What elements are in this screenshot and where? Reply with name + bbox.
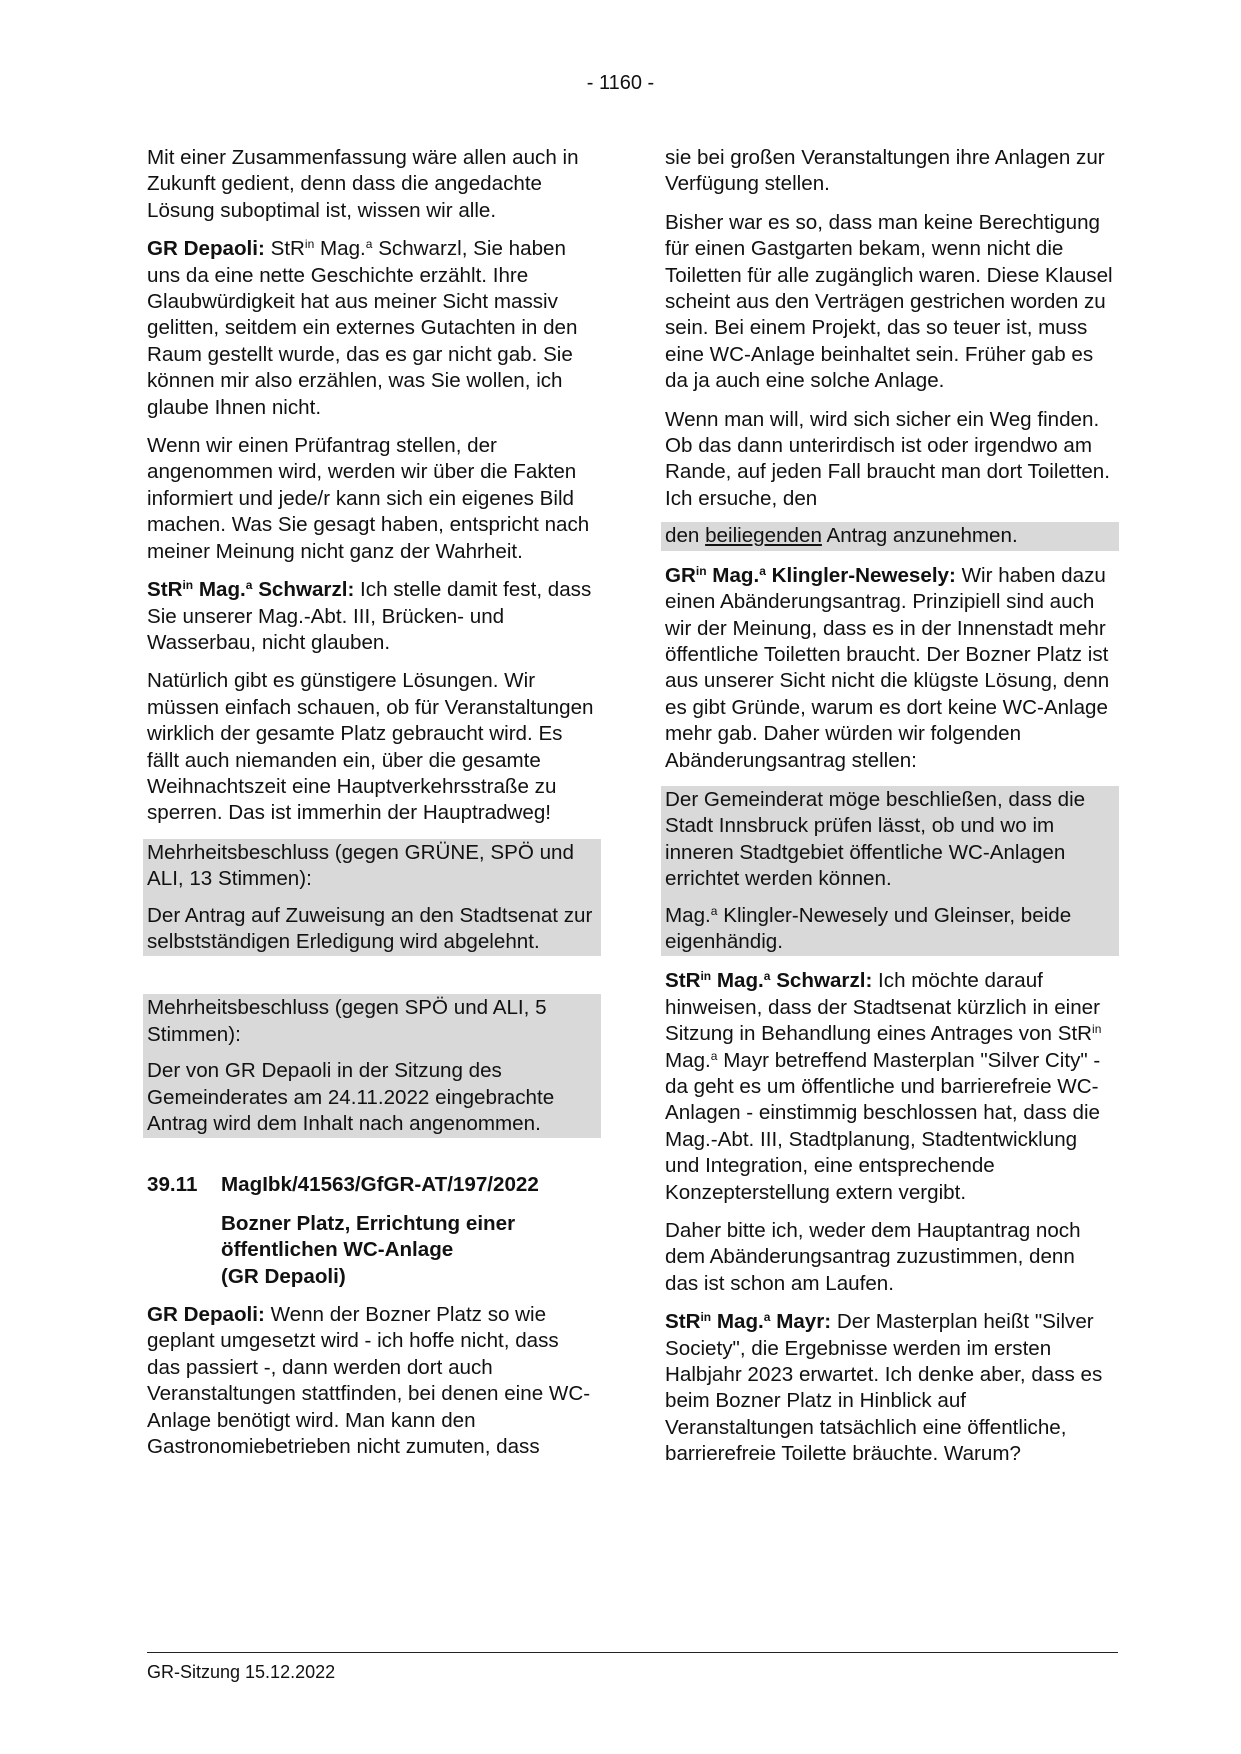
- speech-schwarzl-1: StR$^{in}$ Mag.$^a$ Schwarzl: Ich stelle damit fest, dass Sie unserer Mag.-Abt. III, Brücken- und Wasserbau, nicht glauben.: [147, 578, 592, 654]
- right-column: [665, 145, 1113, 1480]
- speaker-name: StR$^{in}$ Mag.$^a$ Schwarzl:: [147, 578, 355, 602]
- paragraph: Daher bitte ich, weder dem Hauptantrag noch dem Abänderungsantrag zuzustimmen, denn das ist schon am Laufen.: [665, 1219, 1081, 1295]
- agenda-item-heading: [147, 1172, 595, 1198]
- agenda-number: 39.11: [147, 1173, 198, 1197]
- speech-depaoli-2: GR Depaoli: Wenn der Bozner Platz so wie geplant umgesetzt wird - ich hoffe nicht, dass das passiert -, dann werden dort auch Veranstaltungen stattfinden, bei denen eine WC-Anlage benötigt wird. Man kann den Gastronomiebetrieben nicht zumuten, dass: [147, 1303, 591, 1459]
- speech-depaoli-1: GR Depaoli: StR$^{in}$ Mag.$^a$ Schwarzl, Sie haben uns da eine nette Geschichte erzählt. Ihre Glaubwürdigkeit hat aus meiner Sicht massiv gelitten, seitdem ein externes Gutachten in den Raum gestellt wurde, das es gar nicht gab. Sie können mir also erzählen, was Sie wollen, ich glaube Ihnen nicht.: [147, 237, 578, 419]
- speaker-name: GR Depaoli:: [147, 237, 265, 261]
- left-column: [147, 145, 595, 1472]
- resolution-box-1: [143, 839, 601, 957]
- speech-mayr: StR$^{in}$ Mag.$^a$ Mayr: Der Masterplan heißt "Silver Society", die Ergebnisse werden im ersten Halbjahr 2023 erwartet. Ich denke aber, dass es beim Bozner Platz in Hinblick auf Veranstaltungen tatsächlich eine öffentliche, barrierefreie Toilette bräuchte. Warum?: [665, 1310, 1103, 1466]
- speaker-name: StR$^{in}$ Mag.$^a$ Schwarzl:: [665, 969, 873, 993]
- paragraph: Wenn man will, wird sich sicher ein Weg finden. Ob das dann unterirdisch ist oder irgendwo am Rande, auf jeden Fall braucht man dort Toiletten. Ich ersuche, den: [665, 407, 1110, 510]
- resolution-text: Der Antrag auf Zuweisung an den Stadtsenat zur selbstständigen Erledigung wird abgelehnt.: [147, 903, 593, 953]
- speaker-name: StR$^{in}$ Mag.$^a$ Mayr:: [665, 1310, 832, 1334]
- speech-klingler-newesely: $GR^{in}$ Mag.$^a$ Klingler-Newesely: Wir haben dazu einen Abänderungsantrag. Prinzipiell sind auch wir der Meinung, dass es in der Innenstadt mehr öffentliche Toiletten braucht. Der Bozner Platz ist aus unserer Sicht nicht die klügste Lösung, denn es gibt Gründe, warum es dort keine WC-Anlage mehr gab. Daher würden wir folgenden Abänderungsantrag stellen:: [665, 563, 1110, 772]
- amendment-signers: Mag.$^a$ Klingler-Newesely und Gleinser, beide eigenhändig.: [665, 903, 1072, 953]
- resolution-vote: Mehrheitsbeschluss (gegen GRÜNE, SPÖ und ALI, 13 Stimmen):: [147, 840, 574, 891]
- speech-schwarzl-2: StR$^{in}$ Mag.$^a$ Schwarzl: Ich möchte darauf hinweisen, dass der Stadtsenat kürzlich in einer Sitzung in Behandlung eines Antrages von StR$^{in}$ Mag.$^a$ Mayr betreffend Masterplan "Silver City" - da geht es um öffentliche und barrierefreie WC-Anlagen - einstimmig beschlossen hat, dass die Mag.-Abt. III, Stadtplanung, Stadtentwicklung und Integration, eine entsprechende Konzepterstellung extern vergibt.: [665, 969, 1102, 1204]
- speaker-name: GR Depaoli:: [147, 1303, 265, 1327]
- agenda-title: Bozner Platz, Errichtung einer öffentlichen WC-Anlage (GR Depaoli): [221, 1211, 516, 1288]
- page-number: - 1160 -: [586, 72, 655, 94]
- paragraph: Mit einer Zusammenfassung wäre allen auch in Zukunft gedient, denn dass die angedachte Lösung suboptimal ist, wissen wir alle.: [147, 146, 579, 222]
- resolution-box-2: [143, 994, 601, 1138]
- attachment-link-text: beiliegenden: [705, 524, 822, 548]
- paragraph: Bisher war es so, dass man keine Berechtigung für einen Gastgarten bekam, wenn nicht die Toiletten für alle zugänglich waren. Diese Klausel scheint aus den Verträgen gestrichen worden zu sein. Bei einem Projekt, das so teuer ist, muss eine WC-Anlage beinhaltet sein. Früher gab es da ja auch eine solche Anlage.: [665, 210, 1113, 393]
- resolution-vote: Mehrheitsbeschluss (gegen SPÖ und ALI, 5 Stimmen):: [147, 996, 547, 1046]
- paragraph: Natürlich gibt es günstigere Lösungen. Wir müssen einfach schauen, ob für Veranstaltungen wirklich der gesamte Platz gebraucht wird. Es fällt auch niemanden ein, über die gesamte Weihnachtszeit eine Hauptverkehrsstraße zu sperren. Das ist immerhin der Hauptradweg!: [147, 669, 594, 825]
- motion-box: den beiliegenden Antrag anzunehmen.: [661, 522, 1119, 550]
- resolution-text: Der von GR Depaoli in der Sitzung des Gemeinderates am 24.11.2022 eingebrachte Antrag wird dem Inhalt nach angenommen.: [147, 1059, 555, 1135]
- footer-divider: [147, 1652, 1118, 1653]
- agenda-reference: MagIbk/41563/GfGR-AT/197/2022: [221, 1173, 539, 1197]
- speaker-name: $GR^{in}$ Mag.$^a$ Klingler-Newesely:: [665, 563, 956, 587]
- amendment-box: [661, 786, 1119, 956]
- paragraph: sie bei großen Veranstaltungen ihre Anlagen zur Verfügung stellen.: [665, 146, 1105, 196]
- amendment-text: Der Gemeinderat möge beschließen, dass die Stadt Innsbruck prüfen lässt, ob und wo im inneren Stadtgebiet öffentliche WC-Anlagen errichtet werden können.: [665, 787, 1086, 891]
- paragraph: Wenn wir einen Prüfantrag stellen, der angenommen wird, werden wir über die Fakten informiert und jede/r kann sich ein eigenes Bild machen. Was Sie gesagt haben, entspricht nach meiner Meinung nicht ganz der Wahrheit.: [147, 434, 590, 563]
- footer-text: GR-Sitzung 15.12.2022: [147, 1662, 336, 1682]
